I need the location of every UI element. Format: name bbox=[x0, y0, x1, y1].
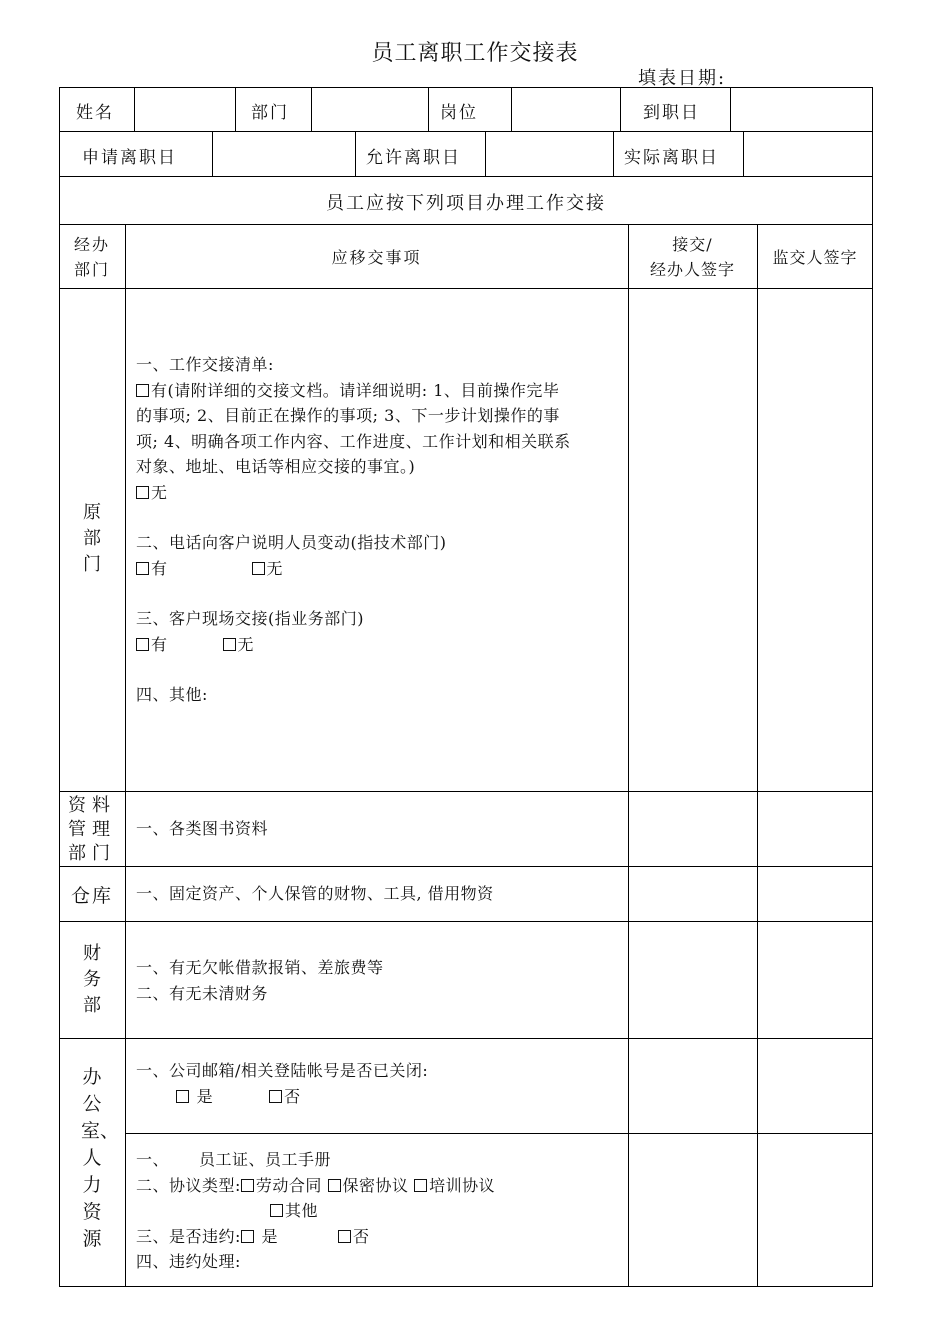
finance-receiver-signature-field[interactable] bbox=[629, 922, 756, 1037]
warehouse-items: 一、固定资产、个人保管的财物、工具, 借用物资 bbox=[136, 884, 494, 903]
col-header-receiver-signature: 接交/ 经办人签字 bbox=[649, 235, 735, 279]
checkbox-phone-notice-no[interactable] bbox=[252, 562, 265, 575]
section-title: 员工应按下列项目办理工作交接 bbox=[326, 193, 606, 214]
allowed-leave-date-label: 允许离职日 bbox=[366, 148, 461, 168]
checkbox-phone-notice-yes[interactable] bbox=[136, 562, 149, 575]
archive-items: 一、各类图书资料 bbox=[136, 819, 269, 838]
join-date-label: 到职日 bbox=[643, 103, 700, 123]
checkbox-onsite-handover-yes[interactable] bbox=[136, 638, 149, 651]
dept-original: 原部门 bbox=[83, 502, 101, 575]
checkbox-breach-no[interactable] bbox=[338, 1230, 351, 1243]
dept-warehouse: 仓库 bbox=[70, 885, 113, 907]
checkbox-labor-contract[interactable] bbox=[241, 1179, 254, 1192]
checkbox-onsite-handover-no[interactable] bbox=[223, 638, 236, 651]
checkbox-email-closed-no[interactable] bbox=[269, 1090, 282, 1103]
original-supervisor-signature-field[interactable] bbox=[758, 289, 872, 790]
department-label: 部门 bbox=[251, 103, 289, 123]
col-header-items: 应移交事项 bbox=[331, 248, 422, 267]
allowed-leave-date-field[interactable] bbox=[486, 132, 612, 176]
apply-leave-date-field[interactable] bbox=[213, 132, 354, 176]
page-title: 员工离职工作交接表 bbox=[371, 41, 579, 66]
checkbox-handover-list-yes[interactable] bbox=[136, 384, 149, 397]
finance-items: 一、有无欠帐借款报销、差旅费等 二、有无未清财务 bbox=[136, 958, 384, 1003]
actual-leave-date-field[interactable] bbox=[744, 132, 872, 176]
fill-date-label: 填表日期: bbox=[638, 68, 727, 89]
office-email-items: 一、公司邮箱/相关登陆帐号是否已关闭: 是 否 bbox=[136, 1061, 429, 1106]
checkbox-other-agreement[interactable] bbox=[270, 1204, 283, 1217]
archive-receiver-signature-field[interactable] bbox=[629, 792, 756, 865]
checkbox-breach-yes[interactable] bbox=[241, 1230, 254, 1243]
name-field[interactable] bbox=[135, 88, 234, 131]
checkbox-training-agreement[interactable] bbox=[414, 1179, 427, 1192]
finance-supervisor-signature-field[interactable] bbox=[758, 922, 872, 1037]
department-field[interactable] bbox=[312, 88, 427, 131]
warehouse-receiver-signature-field[interactable] bbox=[629, 867, 756, 920]
position-label: 岗位 bbox=[440, 103, 478, 123]
archive-supervisor-signature-field[interactable] bbox=[758, 792, 872, 865]
name-label: 姓名 bbox=[76, 103, 114, 123]
hr-items: 一、 员工证、员工手册 二、协议类型: 劳动合同 保密协议 培训协议 其他 三、是否违约: 是 否 四、违约处理: bbox=[136, 1150, 496, 1271]
office-supervisor-signature-field[interactable] bbox=[758, 1039, 872, 1286]
original-dept-items: 一、工作交接清单: 有(请附详细的交接文档。请详细说明: 1、目前操作完毕 的事项; 2、目前正在操作的事项; 3、下一步计划操作的事 项; 4、明确各项工作内容、工作进度、工作计划和相关联系 对象、地址、电话等相应交接的事宜。) 无 二、电话向客户说明人员变动(指技术部门) 有 无 三、客户现场交接(指业务部门) 有 无 四、其他: bbox=[136, 355, 571, 704]
dept-office-hr: 办公室、人力资源 bbox=[81, 1066, 120, 1250]
dept-archive: 资料管理部门 bbox=[68, 795, 116, 864]
apply-leave-date-label: 申请离职日 bbox=[82, 148, 177, 168]
warehouse-supervisor-signature-field[interactable] bbox=[758, 867, 872, 920]
position-field[interactable] bbox=[512, 88, 619, 131]
actual-leave-date-label: 实际离职日 bbox=[624, 148, 719, 168]
checkbox-handover-list-no[interactable] bbox=[136, 486, 149, 499]
dept-finance: 财务部 bbox=[83, 943, 101, 1016]
office-receiver-signature-field[interactable] bbox=[629, 1039, 756, 1286]
join-date-field[interactable] bbox=[731, 88, 872, 131]
col-header-supervisor-signature: 监交人签字 bbox=[772, 248, 858, 267]
col-header-department: 经办 部门 bbox=[73, 235, 110, 279]
original-receiver-signature-field[interactable] bbox=[629, 289, 756, 790]
checkbox-email-closed-yes[interactable] bbox=[176, 1090, 189, 1103]
checkbox-confidentiality-agreement[interactable] bbox=[328, 1179, 341, 1192]
